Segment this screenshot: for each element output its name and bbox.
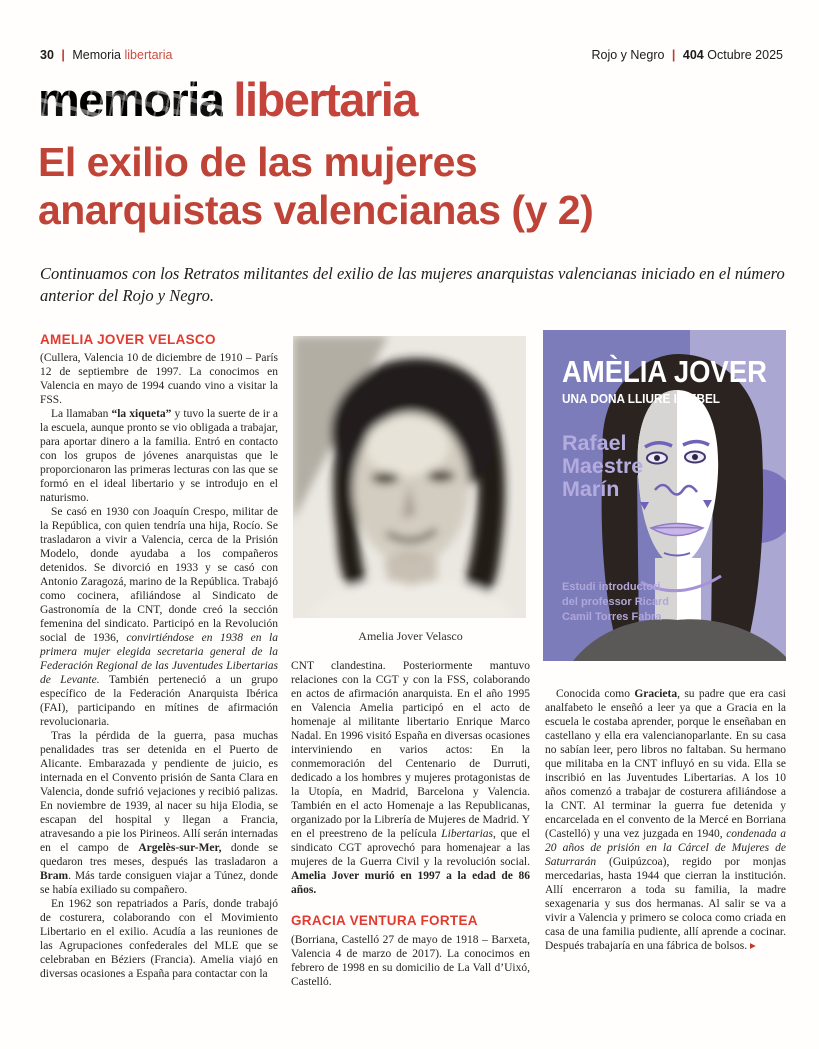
column-2 (291, 332, 530, 989)
amelia-photo (293, 336, 526, 618)
page-number: 30 (40, 48, 54, 62)
book-cover-author-line1: Rafael (562, 431, 627, 455)
publication-name: Rojo y Negro (591, 48, 665, 62)
book-cover-author-line2: Maestre (562, 454, 644, 478)
article-headline (38, 139, 738, 234)
section-heading-gracia: GRACIA VENTURA FORTEA (291, 913, 478, 928)
book-cover-subtitle: UNA DONA LLIURE I REBEL (562, 392, 721, 406)
standfirst: Continuamos con los Retratos militantes del exilio de las mujeres anarquistas valencianas iniciado en el número anterior del Rojo y Negro. (40, 264, 785, 305)
issue-date: Octubre 2025 (707, 48, 783, 62)
issue-separator: | (671, 48, 676, 62)
headline-line-2: anarquistas valencianas (y 2) (38, 186, 594, 233)
book-cover-note-line1: Estudi introductori (562, 581, 661, 593)
photo-caption: Amelia Jover Velasco (358, 629, 463, 643)
article-text-col1: (Cullera, Valencia 10 de diciembre de 1910 – París 12 de septiembre de 1997. La conocimos en Valencia en mayo de 1994 cuando vino a visitar la FSS. La llamaban “la xiqueta” y tuvo la suerte de ir a la escuela, aunque pronto se vio obligada a trabajar, para aportar dinero a la familia. Entró en contacto con los grupos de jóvenes anarquistas que le proporcionaron las primeras lecturas con las que se formó en el ideal libertario y se introdujo en el naturismo. Se casó en 1930 con Joaquín Crespo, militar de la República, con quien tendría una hija, Rocío. Se trasladaron a vivir a Valencia, cerca de la Prisión Modelo, donde ayudaba a los compañeros detenidos. Se divorció en 1933 y se casó con Antonio Zaragozá, marino de la República. Trabajó como cocinera, afiliándose al Sindicato de Gastronomía de la CNT, donde creó la sección femenina del sindicato. Participó en la Revolución social de 1936, convirtiéndose en 1938 en la primera mujer elegida secretaria general de la Federación Regional de las Juventudes Libertarias de Levante. También perteneció a un grupo específico de la Federación Anarquista Ibérica (FAI), participando en mítines de afirmación revolucionaria. Tras la pérdida de la guerra, pasa muchas penalidades tras ser detenida en el Puerto de Alicante. Embarazada y pendiente de juicio, es internada en el Convento prisión de Santa Clara en Valencia, donde sufrió vejaciones y recibió palizas. En noviembre de 1939, al nacer su hija Elodia, se escapan del hospital y llegan a Francia, atravesando a pie los Pirineos. Allí serán internadas en el campo de Argelès-sur-Mer, donde se quedaron tres meses, después las trasladaron a Bram. Más tarde consiguen viajar a Túnez, donde se había exiliado su compañero. En 1962 son repatriados a París, donde trabajó de costurera, colaborando con el Movimiento Libertario en el exilio. Acudía a las reuniones de las Agrupaciones confederales del MLE que se celebraban en Béziers (Francia). Amelia viajó en diversas ocasiones a España para contactar con la (40, 352, 279, 980)
book-cover-note-line3: Camil Torres Fabra (562, 611, 662, 623)
masthead-word-libertaria: libertaria (233, 73, 417, 126)
book-cover-author-line3: Marín (562, 477, 620, 501)
section-name: Memoria (72, 48, 121, 62)
page-header (40, 48, 783, 62)
portrait-figure (291, 336, 530, 644)
headline-line-1: El exilio de las mujeres (38, 139, 478, 185)
folio-left (40, 48, 172, 62)
section-heading-amelia: AMELIA JOVER VELASCO (40, 332, 216, 347)
article-text-col3: Conocida como Gracieta, su padre que era casi analfabeto le enseñó a leer ya que a Gracia en la escuela le costaba aprender, porque le enseñaban en castellano y ella era valencianoparlante. En su casa no sabían leer, pero libros no faltaban. Su hermano que militaba en la CNT influyó en su vida. Ella se inscribió en las Juventudes Libertarias. A los 10 años comenzó a trabajar de costurera afiliándose a la CNT. Al terminar la guerra fue detenida y encarcelada en el convento de la Mercé en Borriana (Castelló) y una vez juzgada en 1940, condenada a 20 años de prisión en la Cárcel de Mujeres de Saturrarán (Guipúzcoa), regido por monjas mercedarias, hasta 1944 que cierran la institución. Allí encerraron a toda su familia, la madre sexagenaria y sus dos hermanas. Al salir se va a vivir a Valencia y primero se coloca como criada en casa de una familia pudiente, allí aprende a cocinar. Después trabajaría en una fábrica de bolsos. ▸ (545, 688, 786, 952)
section-name-accent: libertaria (124, 48, 173, 62)
article-text-col2a: CNT clandestina. Posteriormente mantuvo relaciones con la CGT y con la FSS, colaborando en actos de afirmación anarquista. En el año 1995 en Valencia Amelia participó en el acto de homenaje al militante libertario Enrique Marco Nadal. En 1996 visitó España en diversas ocasiones interviniendo en varios actos: En la conmemoración del Centenario de Durruti, dedicado a los hombres y mujeres protagonistas de la Utopía, en Madrid, Barcelona y Valencia. También en el acto Homenaje a las Republicanas, organizado por la Librería de Mujeres de Madrid. Y en el preestreno de la película Libertarias, que el sindicato CGT aprovechó para homenajear a las mujeres de la Guerra Civil y la revolución social. Amelia Jover murió en 1997 a la edad de 86 años. (291, 660, 530, 896)
article-text-col2b: (Borriana, Castelló 27 de mayo de 1918 – Barxeta, Valencia 4 de marzo de 2017). La conocimos en febrero de 1998 en su domicilio de La Vall d’Uixó, Castelló. (291, 934, 530, 988)
column-1 (40, 332, 278, 981)
column-3 (543, 330, 786, 953)
folio-separator: | (61, 48, 65, 62)
book-cover-note-line2: del professor Ricard (562, 596, 669, 608)
book-cover (543, 330, 786, 661)
issue-number: 404 (682, 48, 704, 62)
folio-right (591, 48, 783, 62)
book-cover-title: AMÈLIA JOVER (562, 354, 767, 389)
masthead-word-memoria: memoria (38, 73, 224, 126)
masthead-title (38, 73, 417, 126)
